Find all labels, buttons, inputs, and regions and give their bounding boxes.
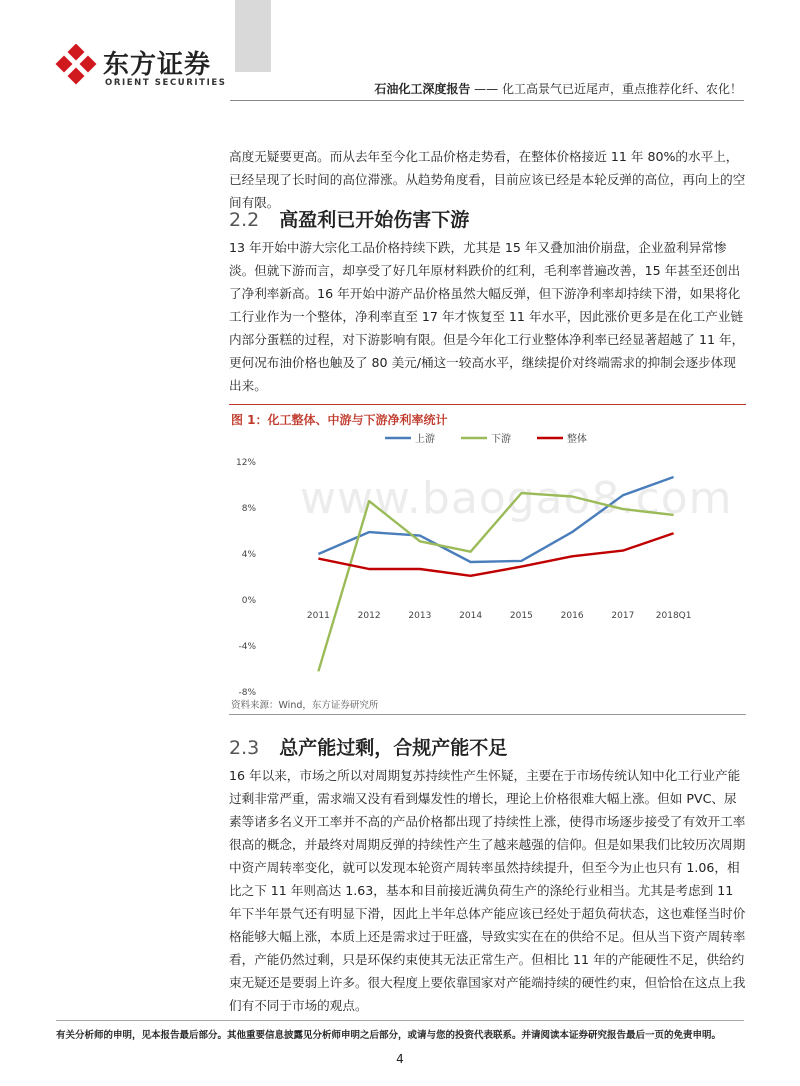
footer-disclaimer: 有关分析师的申明，见本报告最后部分。其他重要信息披露见分析师申明之后部分，或请与您的投资代表联系。并请阅读本证券研究报告最后一页的免责申明。 [56,1030,722,1041]
footer-divider [56,1020,744,1021]
section-2-2-paragraph: 13 年开始中游大宗化工品价格持续下跌，尤其是 15 年又叠加油价崩盘，企业盈利异常惨淡。但就下游而言，却享受了好几年原材料跌价的红利，毛利率普遍改善，15 年甚至还创出了净利率新高。16 年开始中游产品价格虽然大幅反弹，但下游净利率却持续下滑，如果将化工行业作为一个整体，净利率直至 17 年才恢复至 11 年水平，因此涨价更多是在化工产业链内部分蛋糕的过程，对下游影响有限。但是今年化工行业整体净利率已经显著超越了 11 年，更何况布油价格也触及了 80 美元/桶这一较高水平，继续提价对终端需求的抑制会逐步体现出来。 [229,240,745,393]
section-2-2-heading [229,205,469,232]
x-tick-label: 2011 [306,611,330,621]
x-tick-label: 2015 [509,611,533,621]
x-tick-label: 2014 [459,611,483,621]
figure-title: 图 1：化工整体、中游与下游净利率统计 [231,413,448,427]
section-number: 2.2 [229,209,260,231]
header-divider [230,100,744,101]
x-tick-label: 2016 [560,611,584,621]
x-tick-label: 2018Q1 [655,611,692,621]
intro-paragraph: 高度无疑要更高。而从去年至今化工品价格走势看，在整体价格接近 11 年 80%的水平上，已经呈现了长时间的高位滞涨。从趋势角度看，目前应该已经是本轮反弹的高位，再向上的空间有限。 [229,149,746,210]
figure-bottom-rule [229,714,746,715]
logo-mark-icon [55,44,97,86]
figure-source: 资料来源：Wind，东方证券研究所 [231,700,379,711]
logo-chinese-name: 东方证券 [103,50,212,80]
x-tick-label: 2017 [611,611,635,621]
legend-label: 上游 [415,434,435,445]
y-tick-label: 0% [241,596,256,606]
legend-label: 下游 [491,434,511,445]
legend-label: 整体 [567,434,587,445]
series-line-下游 [318,493,673,671]
x-tick-label: 2013 [408,611,432,621]
report-header [374,80,742,97]
section-2-3-heading [229,733,507,760]
y-tick-label: -4% [238,642,256,652]
section-title: 高盈利已开始伤害下游 [279,209,470,231]
header-gray-bar [235,0,271,72]
page-number: 4 [396,1052,404,1066]
section-number: 2.3 [229,737,260,759]
y-tick-label: 8% [241,504,256,514]
section-2-3-paragraph: 16 年以来，市场之所以对周期复苏持续性产生怀疑，主要在于市场传统认知中化工行业产能过剩非常严重，需求端又没有看到爆发性的增长，理论上价格很难大幅上涨。但如 PVC、尿素等诸多名义开工率并不高的产品价格都出现了持续性上涨，使得市场逐步接受了有效开工率很高的概念，并最终对周期反弹的持续性产生了越来越强的信仰。但是如果我们比较历次周期中资产周转率变化，就可以发现本轮资产周转率虽然持续提升，但至今为止也只有 1.06，相比之下 11 年则高达 1.63，基本和目前接近满负荷生产的涤纶行业相当。尤其是考虑到 11 年下半年景气还有明显下滑，因此上半年总体产能应该已经处于超负荷状态，这也难怪当时价格能够大幅上涨，本质上还是需求过于旺盛，导致实实在在的供给不足。但从当下资产周转率看，产能仍然过剩，只是环保约束使其无法正常生产。但相比 11 年的产能硬性不足，供给约束无疑还是要弱上许多。很大程度上要依靠国家对产能端持续的硬性约束，但恰恰在这点上我们有不同于市场的观点。 [229,768,746,1013]
figure-top-rule [229,404,746,405]
report-subtitle: —— 化工高景气已近尾声，重点推荐化纤、农化！ [474,82,742,96]
series-line-上游 [318,477,673,562]
watermark: www.baogao8.com [300,473,733,524]
y-tick-label: -8% [238,688,256,695]
y-tick-label: 4% [241,550,256,560]
x-tick-label: 2012 [357,611,381,621]
section-title: 总产能过剩，合规产能不足 [279,737,508,759]
company-logo [55,42,225,92]
report-type: 石油化工深度报告 [374,82,471,96]
series-line-整体 [318,533,673,576]
net-margin-line-chart [229,430,746,695]
logo-english-name: ORIENT SECURITIES [105,78,227,88]
y-tick-label: 12% [235,458,256,468]
